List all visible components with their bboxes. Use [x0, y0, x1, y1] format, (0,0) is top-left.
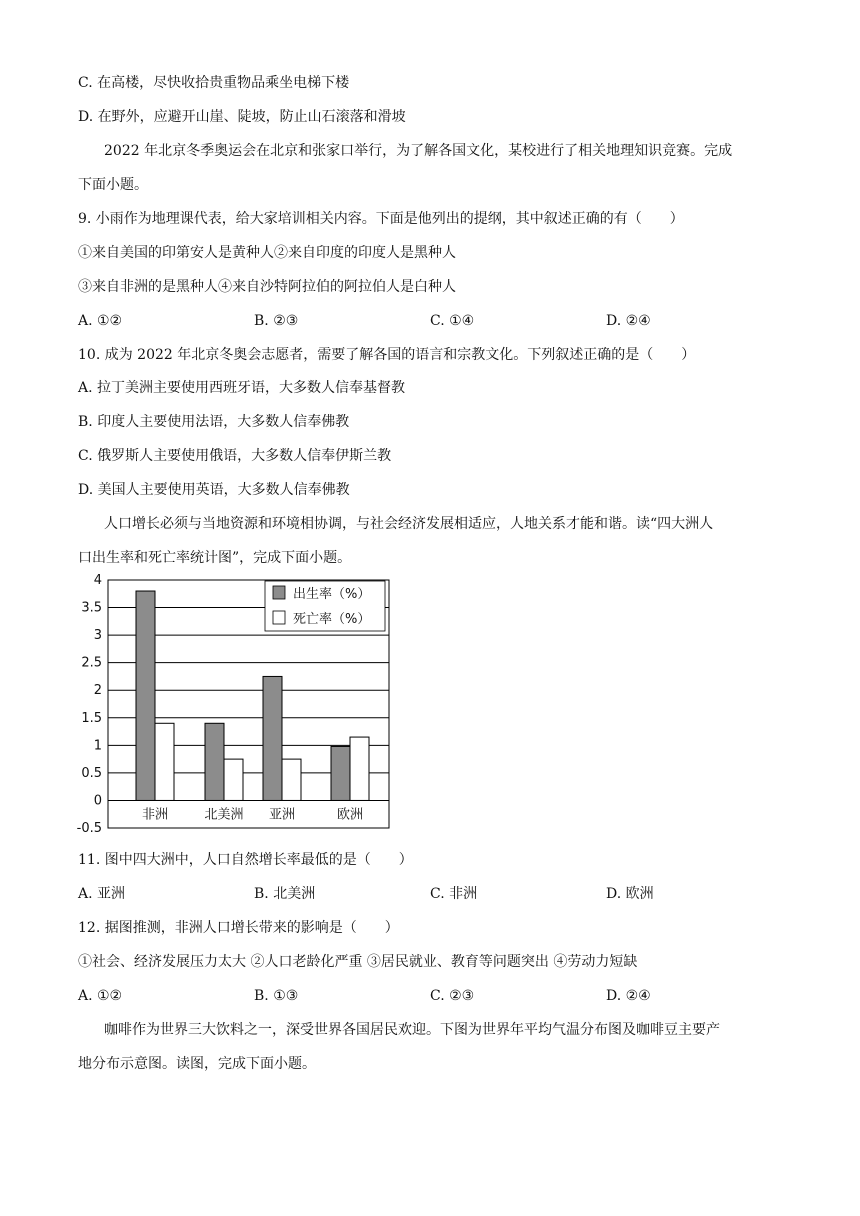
bar-death: [224, 759, 243, 800]
q11-option-d: D. 欧洲: [606, 886, 654, 902]
y-tick-label: 1.5: [81, 710, 102, 726]
y-tick-label: 0.5: [81, 765, 102, 781]
y-tick-label: -0.5: [76, 821, 102, 836]
q12-statements: ①社会、经济发展压力太大 ②人口老龄化严重 ③居民就业、教育等问题突出 ④劳动力短缺: [78, 954, 638, 970]
y-tick-label: 0: [93, 793, 102, 809]
y-tick-label: 4: [93, 574, 102, 588]
bar-death: [350, 737, 369, 800]
question-12: 12. 据图推测，非洲人口增长带来的影响是（ ）: [78, 920, 399, 936]
chart-y-ticks: [77, 574, 102, 836]
x-tick-label: 北美洲: [204, 807, 244, 823]
q9-option-d: D. ②④: [606, 313, 651, 329]
q9-statement-1: ①来自美国的印第安人是黄种人②来自印度的印度人是黑种人: [78, 245, 456, 261]
y-tick-label: 2: [93, 683, 102, 699]
option-d-line: D. 在野外，应避开山崖、陡坡，防止山石滚落和滑坡: [78, 109, 406, 125]
question-9: 9. 小雨作为地理课代表，给大家培训相关内容。下面是他列出的提纲，其中叙述正确的有（ ）: [78, 211, 684, 227]
intro-paragraph-1: 2022 年北京冬季奥运会在北京和张家口举行，为了解各国文化，某校进行了相关地理知识竞赛。完成: [104, 143, 733, 159]
intro-paragraph-2-cont: 口出生率和死亡率统计图”，完成下面小题。: [78, 550, 352, 566]
bar-birth: [205, 723, 224, 800]
q12-option-d: D. ②④: [606, 988, 651, 1004]
y-tick-label: 3.5: [81, 600, 102, 616]
question-11: 11. 图中四大洲中，人口自然增长率最低的是（ ）: [78, 852, 413, 868]
legend-death-swatch: [273, 611, 285, 624]
question-10: 10. 成为 2022 年北京冬奥会志愿者，需要了解各国的语言和宗教文化。下列叙述正确的是（ ）: [78, 347, 696, 363]
legend-death-label: 死亡率（%）: [293, 612, 371, 627]
bar-death: [155, 723, 174, 800]
q9-option-a: A. ①②: [78, 313, 123, 329]
q10-option-a: A. 拉丁美洲主要使用西班牙语，大多数人信奉基督教: [78, 380, 406, 396]
option-c-line: C. 在高楼，尽快收拾贵重物品乘坐电梯下楼: [78, 75, 350, 91]
legend-birth-swatch: [273, 586, 285, 599]
bar-birth: [136, 591, 155, 800]
intro-paragraph-1-cont: 下面小题。: [78, 177, 148, 193]
q12-option-a: A. ①②: [78, 988, 123, 1004]
birth-death-rate-chart: [74, 574, 404, 844]
x-tick-label: 欧洲: [336, 807, 364, 823]
bar-birth: [263, 676, 282, 800]
y-tick-label: 1: [93, 738, 102, 754]
intro-paragraph-3-cont: 地分布示意图。读图，完成下面小题。: [78, 1056, 316, 1072]
chart-legend: [265, 581, 385, 631]
q10-option-d: D. 美国人主要使用英语，大多数人信奉佛教: [78, 482, 350, 498]
q12-option-b: B. ①③: [254, 988, 299, 1004]
intro-paragraph-2: 人口增长必须与当地资源和环境相协调，与社会经济发展相适应，人地关系才能和谐。读“四大洲人: [104, 516, 714, 532]
q9-statement-2: ③来自非洲的是黑种人④来自沙特阿拉伯的阿拉伯人是白种人: [78, 279, 456, 295]
q11-option-b: B. 北美洲: [254, 886, 316, 902]
q11-option-c: C. 非洲: [430, 886, 478, 902]
q11-option-a: A. 亚洲: [78, 886, 126, 902]
x-tick-label: 亚洲: [268, 807, 296, 823]
y-tick-label: 3: [93, 628, 102, 644]
q10-option-c: C. 俄罗斯人主要使用俄语，大多数人信奉伊斯兰教: [78, 448, 392, 464]
intro-paragraph-3: 咖啡作为世界三大饮料之一，深受世界各国居民欢迎。下图为世界年平均气温分布图及咖啡豆主要产: [104, 1022, 720, 1038]
legend-birth-label: 出生率（%）: [293, 587, 371, 602]
q10-option-b: B. 印度人主要使用法语，大多数人信奉佛教: [78, 414, 350, 430]
y-tick-label: 2.5: [81, 655, 102, 671]
q12-option-c: C. ②③: [430, 988, 475, 1004]
q9-option-b: B. ②③: [254, 313, 299, 329]
bar-death: [282, 759, 301, 800]
chart-x-ticks: [142, 806, 363, 822]
bar-birth: [331, 746, 350, 800]
x-tick-label: 非洲: [141, 807, 169, 823]
q9-option-c: C. ①④: [430, 313, 475, 329]
